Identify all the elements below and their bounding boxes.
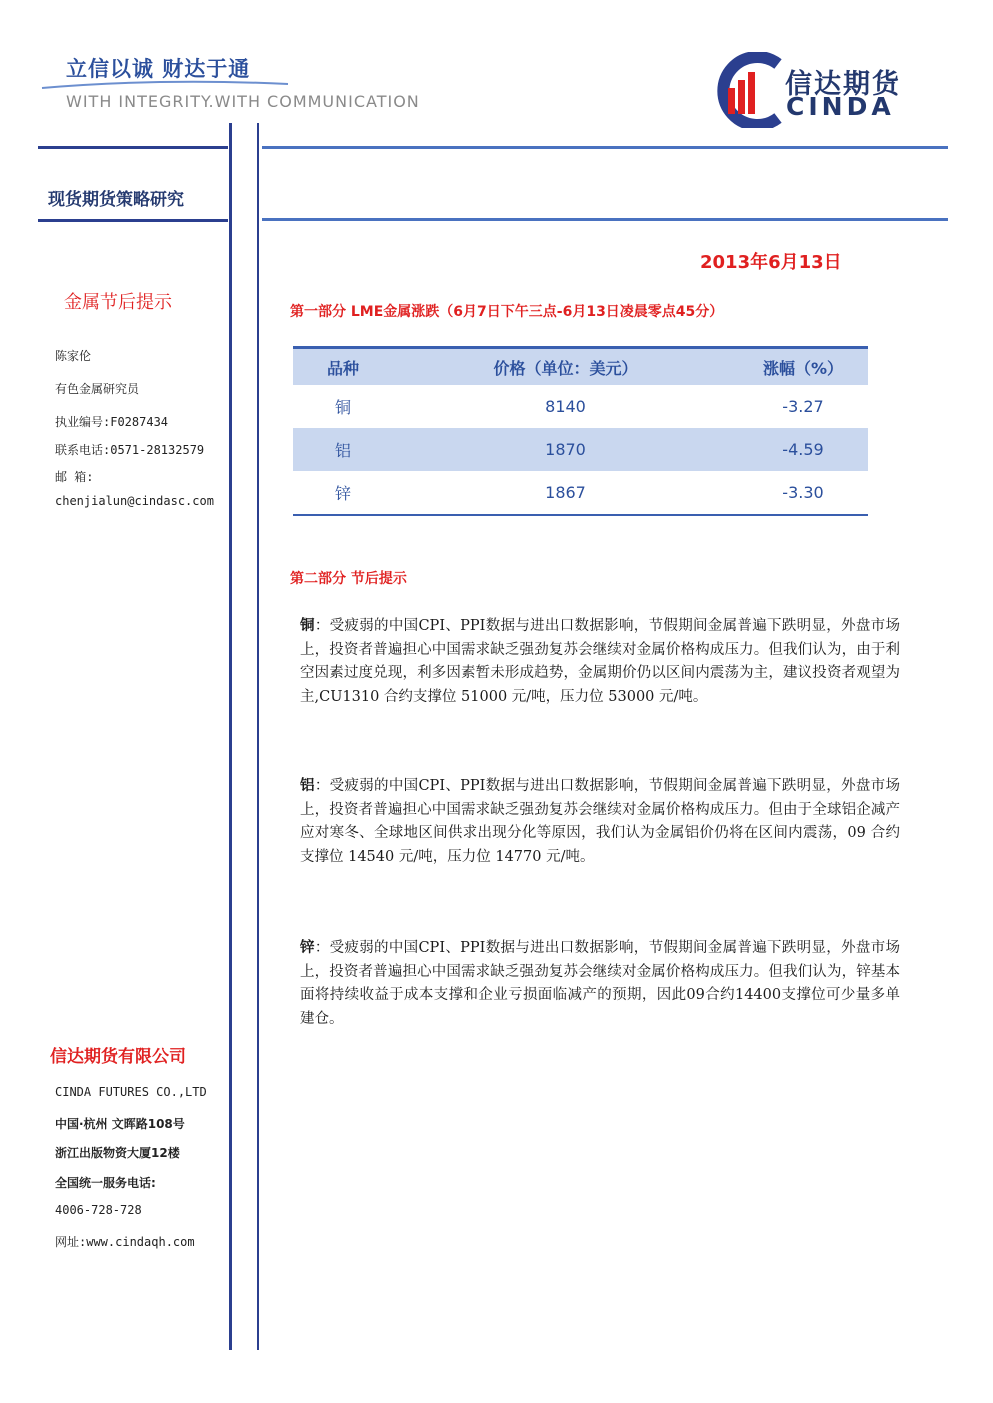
header-cell-price: 价格（单位：美元）: [493, 358, 638, 378]
hotline-label: 全国统一服务电话:: [55, 1176, 156, 1190]
zinc-paragraph: [300, 936, 900, 1031]
table-cell: 1867: [545, 483, 586, 502]
logo-text-en: CINDA: [786, 92, 895, 121]
copper-paragraph: [300, 614, 900, 709]
logo-text-cn: 信达期货: [785, 69, 901, 100]
divider-right-bottom: [262, 218, 948, 221]
address-line-1: 中国·杭州 文晖路108号: [55, 1117, 185, 1131]
table-cell: -3.30: [782, 483, 824, 502]
table-row: [293, 385, 868, 428]
table-cell: 锌: [334, 484, 351, 503]
divider-left-top: [38, 146, 228, 149]
table-cell: 铜: [334, 398, 351, 417]
email-label: 邮 箱:: [55, 470, 94, 484]
paragraph-label: 铜: [300, 617, 315, 634]
aluminum-paragraph: [300, 774, 900, 869]
header-cell-variety: 品种: [326, 358, 359, 378]
paragraph-text: ：受疲弱的中国CPI、PPI数据与进出口数据影响，节假期间金属普遍下跌明显，外盘市场上，投资者普遍担心中国需求缺乏强劲复苏会继续对金属价格构成压力。但我们认为，锌基本面将持续收益于成本支撑和企业亏损面临减产的预期，因此09合约14400支撑位可少量多单建仓。: [300, 940, 900, 1027]
divider-vertical-2: [257, 123, 259, 1350]
table-cell: 8140: [545, 397, 586, 416]
table-cell: -4.59: [782, 440, 824, 459]
license-number: 执业编号:F0287434: [55, 415, 169, 429]
slogan-cn: 立信以诚 财达于通: [66, 57, 251, 81]
paragraph-text: ：受疲弱的中国CPI、PPI数据与进出口数据影响，节假期间金属普遍下跌明显，外盘市场上，投资者普遍担心中国需求缺乏强劲复苏会继续对金属价格构成压力。但由于全球铝企减产应对寒冬、全球地区间供求出现分化等原因，我们认为金属铝价仍将在区间内震荡，09 合约支撑位 14540 元/吨，压力位 14770 元/吨。: [300, 778, 900, 865]
part2-title: 第二部分 节后提示: [290, 571, 407, 587]
company-name-en: CINDA FUTURES CO.,LTD: [55, 1085, 207, 1099]
company-name: 信达期货有限公司: [50, 1047, 186, 1067]
report-date: 2013年6月13日: [700, 252, 842, 273]
table-cell: -3.27: [782, 397, 824, 416]
table-bottom-rule: [293, 514, 868, 516]
hotline-number: 4006-728-728: [55, 1203, 142, 1217]
section-label: 现货期货策略研究: [48, 190, 184, 210]
divider-vertical-1: [229, 123, 232, 1350]
table-header-row: [293, 349, 868, 385]
table-cell: 1870: [545, 440, 586, 459]
author-name: 陈家伦: [55, 349, 92, 363]
slogan-en: WITH INTEGRITY.WITH COMMUNICATION: [66, 92, 420, 111]
email-address: chenjialun@cindasc.com: [55, 494, 214, 508]
divider-right-top: [262, 146, 948, 149]
paragraph-text: ：受疲弱的中国CPI、PPI数据与进出口数据影响，节假期间金属普遍下跌明显，外盘市场上，投资者普遍担心中国需求缺乏强劲复苏会继续对金属价格构成压力。但我们认为，由于利空因素过度兑现，利多因素暂未形成趋势，金属期价仍以区间内震荡为主，建议投资者观望为主,CU1310 合约支撑位 51000 元/吨，压力位 53000 元/吨。: [300, 618, 900, 705]
table-row: [293, 471, 868, 514]
report-topic: 金属节后提示: [64, 292, 172, 313]
address-line-2: 浙江出版物资大厦12楼: [55, 1146, 180, 1160]
paragraph-label: 铝: [300, 777, 315, 794]
table-cell: 铝: [334, 441, 351, 460]
slogan-underline-swoosh: [40, 78, 290, 92]
divider-left-bottom: [38, 219, 228, 222]
table-row: [293, 428, 868, 471]
author-title: 有色金属研究员: [55, 382, 140, 396]
part1-title: 第一部分 LME金属涨跌（6月7日下午三点-6月13日凌晨零点45分）: [290, 304, 724, 320]
paragraph-label: 锌: [300, 939, 315, 956]
website: 网址:www.cindaqh.com: [55, 1235, 195, 1249]
lme-price-table: [293, 346, 868, 516]
contact-phone: 联系电话:0571-28132579: [55, 443, 205, 457]
header-cell-change: 涨幅（%）: [762, 358, 844, 378]
